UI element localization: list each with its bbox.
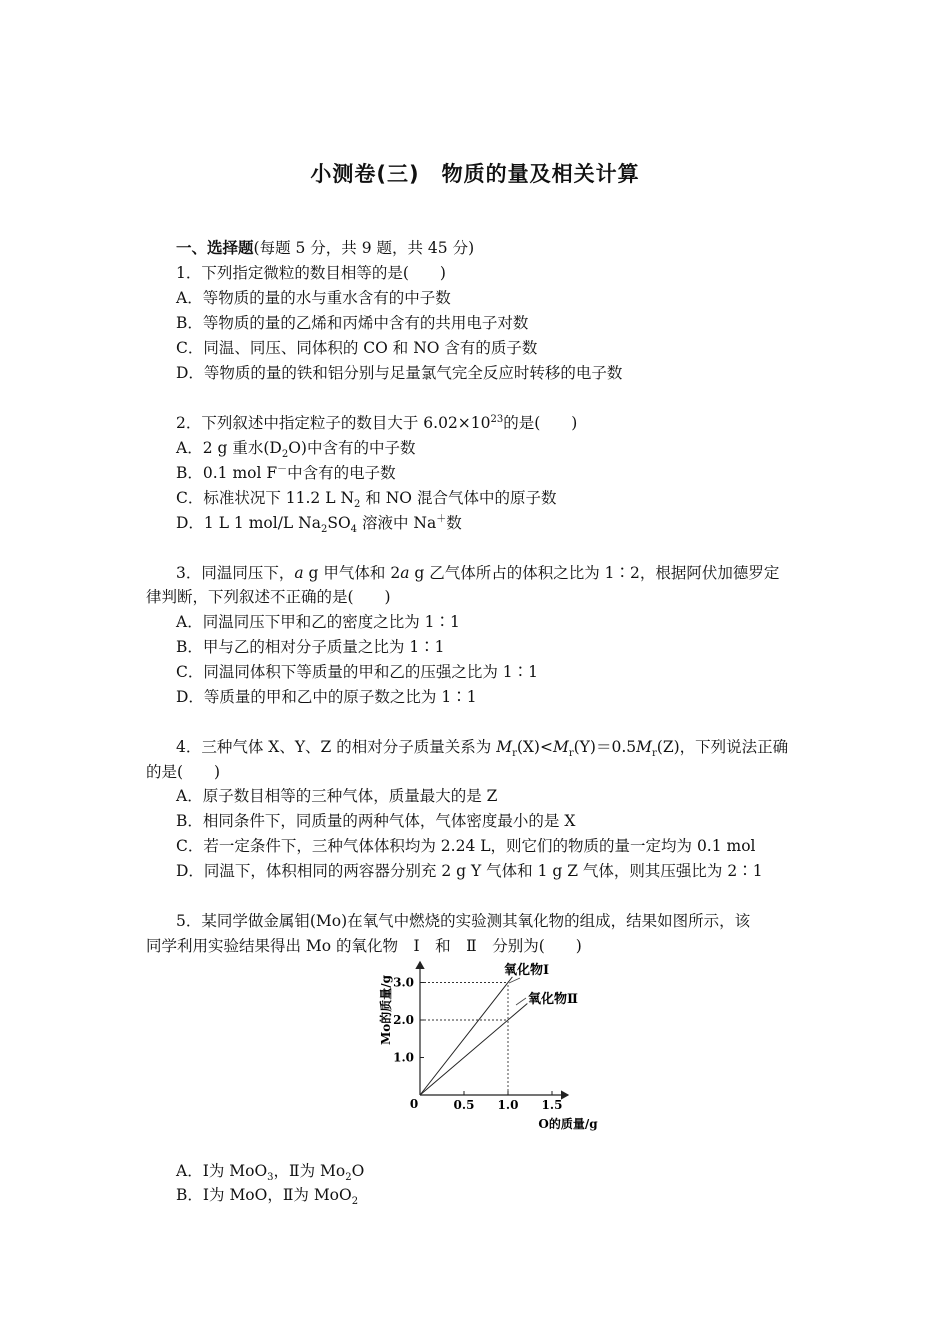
q2-d-sub1: 2 — [320, 524, 328, 536]
q3-stem-c: g 乙气体所占的体积之比为 1∶2，根据阿伏加德罗定 — [409, 564, 780, 582]
q2-a-sub: 2 — [281, 449, 289, 461]
x-tick-label: 1.5 — [541, 1098, 563, 1112]
q4-option-d: D．同温下，体积相同的两容器分别充 2 g Y 气体和 1 g Z 气体，则其压强比为 2∶1 — [176, 862, 763, 880]
q2-stem-text: 2．下列叙述中指定粒子的数目大于 6.02×10 — [176, 414, 491, 432]
q4-option-c: C．若一定条件下，三种气体体积均为 2.24 L，则它们的物质的量一定均为 0.1 mol — [176, 837, 756, 855]
section-1-header — [176, 238, 474, 258]
chart-series — [420, 977, 527, 1095]
q3-stem-line1 — [176, 563, 779, 583]
series-label-oxide-1: 氧化物Ⅰ — [504, 963, 550, 978]
q5-a-text: A．Ⅰ为 MoO — [176, 1162, 268, 1180]
q4-m1: M — [496, 738, 513, 756]
q4-r2: r — [568, 748, 574, 760]
q3-option-b: B．甲与乙的相对分子质量之比为 1∶1 — [176, 638, 445, 656]
q2-c-sub: 2 — [354, 499, 361, 511]
q2-a-tail: O)中含有的中子数 — [288, 439, 416, 457]
q3-option-a: A．同温同压下甲和乙的密度之比为 1∶1 — [176, 613, 460, 631]
y-tick-label: 3.0 — [393, 975, 414, 990]
label-leader-oxide-2 — [516, 998, 526, 1005]
q2-b-sup: － — [277, 463, 288, 475]
mo-oxide-chart — [370, 950, 620, 1140]
q4-r1: r — [512, 748, 517, 760]
q5-stem-line1: 5．某同学做金属钼(Mo)在氧气中燃烧的实验测其氧化物的组成，结果如图所示，该 — [176, 912, 751, 930]
q4-x: (X)< — [516, 738, 553, 756]
q2-option-d — [176, 513, 462, 536]
y-axis-label: Mo的质量/g — [379, 974, 393, 1046]
q1-option-d: D．等物质的量的铁和铝分别与足量氯气完全反应时转移的电子数 — [176, 364, 623, 382]
q2-option-c — [176, 488, 557, 511]
q5-a-mid: ，Ⅱ为 Mo — [273, 1162, 346, 1180]
q2-stem-tail: 的是( ) — [503, 414, 578, 432]
q5-b-text: B．Ⅰ为 MoO，Ⅱ为 MoO — [176, 1186, 352, 1204]
q5-a-tail: O — [351, 1162, 365, 1180]
q5-a-sub1: 3 — [267, 1172, 274, 1184]
y-tick-label: 2.0 — [393, 1013, 414, 1027]
q2-d-text: D．1 L 1 mol/L Na — [176, 514, 321, 532]
q2-stem-exponent: 23 — [490, 413, 504, 425]
q2-option-a — [176, 438, 416, 461]
x-tick-label: 1.0 — [497, 1098, 519, 1112]
q5-a-sub2: 2 — [345, 1172, 352, 1184]
q4-stem-line1 — [176, 737, 789, 760]
q3-stem-line2: 律判断，下列叙述不正确的是( ) — [146, 588, 391, 606]
q5-b-sub: 2 — [351, 1196, 359, 1208]
q1-stem: 1．下列指定微粒的数目相等的是( ) — [176, 264, 446, 282]
q3-var-a1: a — [294, 564, 304, 582]
q5-option-a — [176, 1161, 365, 1184]
q1-option-a: A．等物质的量的水与重水含有的中子数 — [176, 289, 451, 307]
q3-option-c: C．同温同体积下等质量的甲和乙的压强之比为 1∶1 — [176, 663, 539, 681]
q2-b-text: B．0.1 mol F — [176, 464, 278, 482]
q2-c-tail: 和 NO 混合气体中的原子数 — [360, 489, 557, 507]
q2-d-tail: 溶液中 Na — [357, 514, 437, 532]
page-title: 小测卷(三) 物质的量及相关计算 — [310, 162, 640, 186]
q2-b-tail: 中含有的电子数 — [287, 464, 396, 482]
origin-label: 0 — [409, 1097, 419, 1111]
q2-d-mid: SO — [327, 514, 351, 532]
q4-option-b: B．相同条件下，同质量的两种气体，气体密度最小的是 X — [176, 812, 576, 830]
q4-m3: M — [636, 738, 652, 756]
q2-d-sup: ＋ — [436, 513, 447, 525]
x-axis-label: O的质量/g — [538, 1117, 598, 1131]
q4-y: (Y)＝0.5 — [573, 738, 637, 756]
x-tick-label: 0.5 — [453, 1098, 475, 1112]
q4-z: (Z)，下列说法正确 — [656, 738, 789, 756]
q2-a-text: A．2 g 重水(D — [176, 439, 282, 457]
q3-option-d: D．等质量的甲和乙中的原子数之比为 1∶1 — [176, 688, 477, 706]
q2-d-sub2: 4 — [350, 524, 358, 536]
q4-stem-a: 4．三种气体 X、Y、Z 的相对分子质量关系为 — [176, 738, 497, 756]
q3-stem-a: 3．同温同压下， — [176, 564, 295, 582]
series-line-oxide-1 — [420, 977, 512, 1095]
q3-stem-b: g 甲气体和 2 — [303, 564, 401, 582]
q1-option-c: C．同温、同压、同体积的 CO 和 NO 含有的质子数 — [176, 339, 538, 357]
q2-stem — [176, 413, 577, 433]
q4-m2: M — [552, 738, 569, 756]
q5-option-b — [176, 1185, 359, 1208]
q4-option-a: A．原子数目相等的三种气体，质量最大的是 Z — [176, 787, 498, 805]
q4-stem-line2: 的是( ) — [146, 763, 221, 781]
q2-c-text: C．标准状况下 11.2 L N — [176, 489, 355, 507]
section-1-heading: 一、选择题 — [176, 239, 254, 257]
q5-stem-line2: 同学利用实验结果得出 Mo 的氧化物 Ⅰ 和 Ⅱ 分别为( ) — [146, 937, 582, 955]
series-line-oxide-2 — [420, 1004, 527, 1096]
q3-var-a2: a — [400, 564, 410, 582]
series-label-oxide-2: 氧化物Ⅱ — [528, 992, 578, 1007]
section-1-note: (每题 5 分，共 9 题，共 45 分) — [253, 239, 475, 257]
y-tick-label: 1.0 — [393, 1050, 414, 1065]
q2-option-b — [176, 463, 396, 483]
q1-option-b: B．等物质的量的乙烯和丙烯中含有的共用电子对数 — [176, 314, 529, 332]
q2-d-end: 数 — [446, 514, 462, 532]
chart-axes — [420, 962, 568, 1095]
q4-r3: r — [651, 748, 657, 760]
